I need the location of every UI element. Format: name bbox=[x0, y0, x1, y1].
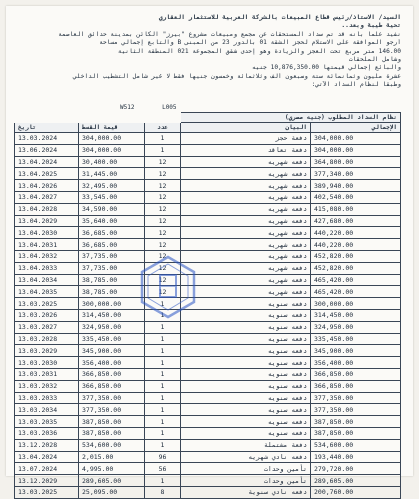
cell-due-date: 13.03.2031 bbox=[15, 368, 79, 380]
cell-due-date: 13.04.2029 bbox=[15, 215, 79, 227]
cell-total: 193,440.00 bbox=[311, 451, 401, 463]
col-header-date: تاريخ bbox=[15, 123, 79, 133]
cell-due-date: 13.03.2028 bbox=[15, 333, 79, 345]
cell-due-date: 13.04.2025 bbox=[15, 168, 79, 180]
cell-installment: 377,350.00 bbox=[79, 404, 145, 416]
cell-count: 1 bbox=[145, 345, 181, 357]
cell-description: دفعه سنويه bbox=[181, 404, 311, 416]
cell-total: 200,760.00 bbox=[311, 486, 401, 498]
cell-total: 335,450.00 bbox=[311, 333, 401, 345]
cell-due-date: 13.03.2025 bbox=[15, 298, 79, 310]
cell-count: 56 bbox=[145, 463, 181, 475]
cell-total: 452,820.00 bbox=[311, 262, 401, 274]
header-line: أرجو الموافقة على الاستلام لحجز الشقة 01 بالدور 23 من المبنى B والتابع إجمالي مساحة bbox=[99, 39, 401, 47]
cell-description: دفعه شهريه bbox=[181, 250, 311, 262]
cell-installment: 345,900.00 bbox=[79, 345, 145, 357]
cell-total: 377,340.00 bbox=[311, 168, 401, 180]
cell-count: 1 bbox=[145, 475, 181, 487]
cell-due-date: 13.03.2026 bbox=[15, 309, 79, 321]
table-row bbox=[15, 144, 401, 156]
cell-description: دفعه سنويه bbox=[181, 298, 311, 310]
cell-installment: 289,605.00 bbox=[79, 475, 145, 487]
cell-count: 1 bbox=[145, 321, 181, 333]
cell-description: دفعه شهريه bbox=[181, 262, 311, 274]
cell-due-date: 13.07.2024 bbox=[15, 463, 79, 475]
cell-due-date: 13.12.2028 bbox=[15, 439, 79, 451]
header-line: وشامل الملحقات bbox=[348, 56, 401, 64]
cell-count: 96 bbox=[145, 451, 181, 463]
cell-total: 300,000.00 bbox=[311, 298, 401, 310]
cell-count: 12 bbox=[145, 227, 181, 239]
cell-description: دفعه سنويه bbox=[181, 309, 311, 321]
cell-due-date: 13.03.2029 bbox=[15, 345, 79, 357]
cell-description: دفعة مشتملة bbox=[181, 439, 311, 451]
cell-count: 1 bbox=[145, 380, 181, 392]
cell-due-date: 13.12.2029 bbox=[15, 475, 79, 487]
cell-description: دفعه شهريه bbox=[181, 239, 311, 251]
cell-count: 1 bbox=[145, 416, 181, 428]
cell-installment: 366,850.00 bbox=[79, 380, 145, 392]
cell-total: 304,000.00 bbox=[311, 133, 401, 145]
table-row bbox=[15, 427, 401, 439]
cell-description: دفعه شهريه bbox=[181, 227, 311, 239]
cell-description: دفعه شهريه bbox=[181, 180, 311, 192]
cell-installment: 377,350.00 bbox=[79, 392, 145, 404]
cell-due-date: 13.04.2032 bbox=[15, 250, 79, 262]
cell-description: دفعه سنويه bbox=[181, 427, 311, 439]
cell-due-date: 13.03.2027 bbox=[15, 321, 79, 333]
table-row bbox=[15, 156, 401, 168]
table-row bbox=[15, 191, 401, 203]
cell-installment: 304,000.00 bbox=[79, 133, 145, 145]
cell-count: 1 bbox=[145, 357, 181, 369]
cell-installment: 30,400.00 bbox=[79, 156, 145, 168]
cell-installment: 38,785.00 bbox=[79, 274, 145, 286]
cell-installment: 33,545.00 bbox=[79, 191, 145, 203]
cell-total: 377,350.00 bbox=[311, 404, 401, 416]
cell-total: 465,420.00 bbox=[311, 274, 401, 286]
cell-total: 364,800.00 bbox=[311, 156, 401, 168]
cell-description: دفعه شهريه bbox=[181, 274, 311, 286]
cell-due-date: 13.04.2033 bbox=[15, 262, 79, 274]
cell-count: 1 bbox=[145, 404, 181, 416]
cell-total: 377,350.00 bbox=[311, 392, 401, 404]
table-row bbox=[15, 227, 401, 239]
cell-installment: 37,735.00 bbox=[79, 262, 145, 274]
cell-description: دفعه شهريه bbox=[181, 191, 311, 203]
table-row bbox=[15, 380, 401, 392]
table-row bbox=[15, 168, 401, 180]
table-row bbox=[15, 345, 401, 357]
cell-installment: 304,000.00 bbox=[79, 144, 145, 156]
unit-code-1: W512 bbox=[120, 104, 135, 111]
cell-due-date: 13.03.2033 bbox=[15, 392, 79, 404]
cell-installment: 38,785.00 bbox=[79, 286, 145, 298]
cell-count: 1 bbox=[145, 392, 181, 404]
cell-installment: 324,950.00 bbox=[79, 321, 145, 333]
cell-description: دفعه شهريه bbox=[181, 215, 311, 227]
header-line: والبائع إجمالي قيمتها 10,876,350.00 جنيه bbox=[251, 64, 401, 72]
table-row bbox=[15, 333, 401, 345]
cell-due-date: 13.03.2036 bbox=[15, 427, 79, 439]
cell-installment: 32,495.00 bbox=[79, 180, 145, 192]
cell-total: 345,900.00 bbox=[311, 345, 401, 357]
col-header-installment: قيمة القسط bbox=[79, 123, 145, 133]
table-row bbox=[15, 133, 401, 145]
cell-due-date: 13.04.2026 bbox=[15, 180, 79, 192]
cell-count: 1 bbox=[145, 427, 181, 439]
cell-due-date: 13.03.2035 bbox=[15, 416, 79, 428]
cell-total: 389,940.00 bbox=[311, 180, 401, 192]
table-row bbox=[15, 463, 401, 475]
cell-description: دفعه سنويه bbox=[181, 321, 311, 333]
table-row bbox=[15, 486, 401, 498]
header-line: 146.00 متر مربع تحت العجز والزيادة وهو إحدى شقق المجموعة 021 المنطقة الثانية bbox=[117, 47, 401, 55]
cell-count: 12 bbox=[145, 250, 181, 262]
cell-count: 1 bbox=[145, 333, 181, 345]
cell-total: 324,950.00 bbox=[311, 321, 401, 333]
cell-installment: 314,450.00 bbox=[79, 309, 145, 321]
table-row bbox=[15, 357, 401, 369]
cell-due-date: 13.06.2024 bbox=[15, 144, 79, 156]
table-header-row bbox=[15, 123, 401, 133]
cell-installment: 37,735.00 bbox=[79, 250, 145, 262]
cell-due-date: 13.03.2030 bbox=[15, 357, 79, 369]
table-row bbox=[15, 286, 401, 298]
cell-description: دفعة حجز bbox=[181, 133, 311, 145]
cell-installment: 534,600.00 bbox=[79, 439, 145, 451]
cell-count: 12 bbox=[145, 191, 181, 203]
cell-description: دفعه سنويه bbox=[181, 416, 311, 428]
cell-count: 1 bbox=[145, 133, 181, 145]
table-row bbox=[15, 298, 401, 310]
cell-description: دفعه شهريه bbox=[181, 203, 311, 215]
table-row bbox=[15, 215, 401, 227]
cell-due-date: 13.03.2025 bbox=[15, 486, 79, 498]
cell-due-date: 13.04.2034 bbox=[15, 274, 79, 286]
cell-installment: 335,450.00 bbox=[79, 333, 145, 345]
header-line: السيد/ الاستاذ/رئيس قطاع المبيعات بالشركة العربية للاستثمار العقاري bbox=[158, 14, 401, 21]
cell-description: تأمين وحدات bbox=[181, 463, 311, 475]
table-row bbox=[15, 368, 401, 380]
cell-description: دفعة تعاقد bbox=[181, 144, 311, 156]
col-header-description: البيان bbox=[181, 123, 311, 133]
header-line: تحية طيبة وبعد.. bbox=[341, 22, 401, 30]
cell-count: 12 bbox=[145, 274, 181, 286]
cell-count: 1 bbox=[145, 368, 181, 380]
cell-count: 12 bbox=[145, 286, 181, 298]
cell-count: 12 bbox=[145, 180, 181, 192]
letter-header bbox=[18, 14, 401, 90]
unit-code-2: L005 bbox=[162, 104, 177, 111]
cell-due-date: 13.04.2024 bbox=[15, 156, 79, 168]
cell-total: 289,605.00 bbox=[311, 475, 401, 487]
cell-installment: 35,640.00 bbox=[79, 215, 145, 227]
table-row bbox=[15, 321, 401, 333]
cell-due-date: 13.04.2028 bbox=[15, 203, 79, 215]
table-row bbox=[15, 239, 401, 251]
cell-description: دفعه شهريه bbox=[181, 168, 311, 180]
cell-total: 440,220.00 bbox=[311, 227, 401, 239]
table-row bbox=[15, 250, 401, 262]
cell-installment: 387,850.00 bbox=[79, 416, 145, 428]
unit-codes bbox=[120, 104, 201, 111]
cell-total: 356,400.00 bbox=[311, 357, 401, 369]
table-row bbox=[15, 274, 401, 286]
cell-description: دفعه سنويه bbox=[181, 333, 311, 345]
header-line: عشرة مليون وثمانمائة ستة وسبعون ألف وثلاثمائة وخمسون جنيها فقط لا غير شامل التشطيب الداخلي bbox=[73, 72, 401, 80]
cell-total: 366,850.00 bbox=[311, 380, 401, 392]
table-row bbox=[15, 262, 401, 274]
cell-due-date: 13.04.2027 bbox=[15, 191, 79, 203]
table-row bbox=[15, 451, 401, 463]
cell-total: 314,450.00 bbox=[311, 309, 401, 321]
cell-total: 427,680.00 bbox=[311, 215, 401, 227]
table-row bbox=[15, 203, 401, 215]
cell-count: 1 bbox=[145, 144, 181, 156]
cell-installment: 34,590.00 bbox=[79, 203, 145, 215]
cell-total: 279,720.00 bbox=[311, 463, 401, 475]
cell-installment: 2,015.00 bbox=[79, 451, 145, 463]
cell-description: دفعه سنويه bbox=[181, 357, 311, 369]
cell-total: 304,000.00 bbox=[311, 144, 401, 156]
header-line: وطبقا لنظام السداد الآتي: bbox=[311, 81, 401, 89]
cell-total: 452,820.00 bbox=[311, 250, 401, 262]
cell-installment: 25,095.00 bbox=[79, 486, 145, 498]
table-row bbox=[15, 475, 401, 487]
cell-description: دفعه شهريه bbox=[181, 156, 311, 168]
cell-installment: 4,995.00 bbox=[79, 463, 145, 475]
company-stamp-icon bbox=[140, 255, 196, 319]
cell-count: 1 bbox=[145, 439, 181, 451]
cell-installment: 356,400.00 bbox=[79, 357, 145, 369]
table-row bbox=[15, 439, 401, 451]
cell-installment: 366,850.00 bbox=[79, 368, 145, 380]
table-row bbox=[15, 416, 401, 428]
table-row bbox=[15, 180, 401, 192]
cell-description: دفعه سنويه bbox=[181, 345, 311, 357]
cell-installment: 36,685.00 bbox=[79, 227, 145, 239]
cell-count: 12 bbox=[145, 215, 181, 227]
cell-installment: 300,000.00 bbox=[79, 298, 145, 310]
table-row bbox=[15, 309, 401, 321]
cell-description: دفعه سنويه bbox=[181, 392, 311, 404]
cell-description: دفعه سنويه bbox=[181, 380, 311, 392]
cell-count: 12 bbox=[145, 262, 181, 274]
cell-count: 12 bbox=[145, 239, 181, 251]
cell-description: دفعه نادي سنوية bbox=[181, 486, 311, 498]
cell-total: 387,850.00 bbox=[311, 416, 401, 428]
cell-total: 402,540.00 bbox=[311, 191, 401, 203]
col-header-count: عدد bbox=[145, 123, 181, 133]
cell-description: تأمين وحدات bbox=[181, 475, 311, 487]
cell-description: دفعه شهريه bbox=[181, 286, 311, 298]
cell-total: 415,080.00 bbox=[311, 203, 401, 215]
cell-due-date: 13.03.2034 bbox=[15, 404, 79, 416]
col-header-total: الإجمالي bbox=[311, 123, 401, 133]
cell-installment: 31,445.00 bbox=[79, 168, 145, 180]
cell-count: 1 bbox=[145, 298, 181, 310]
cell-due-date: 13.04.2030 bbox=[15, 227, 79, 239]
header-line: نفيد علما بأنه قد تم سداد المستحقات عن مجمع ومبيعات مشروع "بيرز" الكائن بمدينة حدائق العاصمة bbox=[58, 30, 401, 38]
table-title-row bbox=[15, 113, 401, 123]
cell-installment: 36,685.00 bbox=[79, 239, 145, 251]
cell-due-date: 13.04.2024 bbox=[15, 451, 79, 463]
cell-count: 12 bbox=[145, 203, 181, 215]
cell-due-date: 13.03.2024 bbox=[15, 133, 79, 145]
cell-total: 366,850.00 bbox=[311, 368, 401, 380]
cell-due-date: 13.04.2031 bbox=[15, 239, 79, 251]
cell-description: دفعه نادي شهريه bbox=[181, 451, 311, 463]
cell-total: 387,850.00 bbox=[311, 427, 401, 439]
cell-count: 1 bbox=[145, 309, 181, 321]
table-row bbox=[15, 404, 401, 416]
payment-schedule-table bbox=[14, 112, 401, 499]
cell-total: 534,600.00 bbox=[311, 439, 401, 451]
cell-total: 440,220.00 bbox=[311, 239, 401, 251]
table-row bbox=[15, 392, 401, 404]
cell-due-date: 13.04.2035 bbox=[15, 286, 79, 298]
cell-count: 12 bbox=[145, 168, 181, 180]
cell-count: 12 bbox=[145, 156, 181, 168]
cell-due-date: 13.03.2032 bbox=[15, 380, 79, 392]
cell-description: دفعه سنويه bbox=[181, 368, 311, 380]
cell-count: 8 bbox=[145, 486, 181, 498]
table-title: نظام السداد المطلوب (جنيه مصري) bbox=[181, 113, 401, 123]
cell-installment: 387,850.00 bbox=[79, 427, 145, 439]
cell-total: 465,420.00 bbox=[311, 286, 401, 298]
